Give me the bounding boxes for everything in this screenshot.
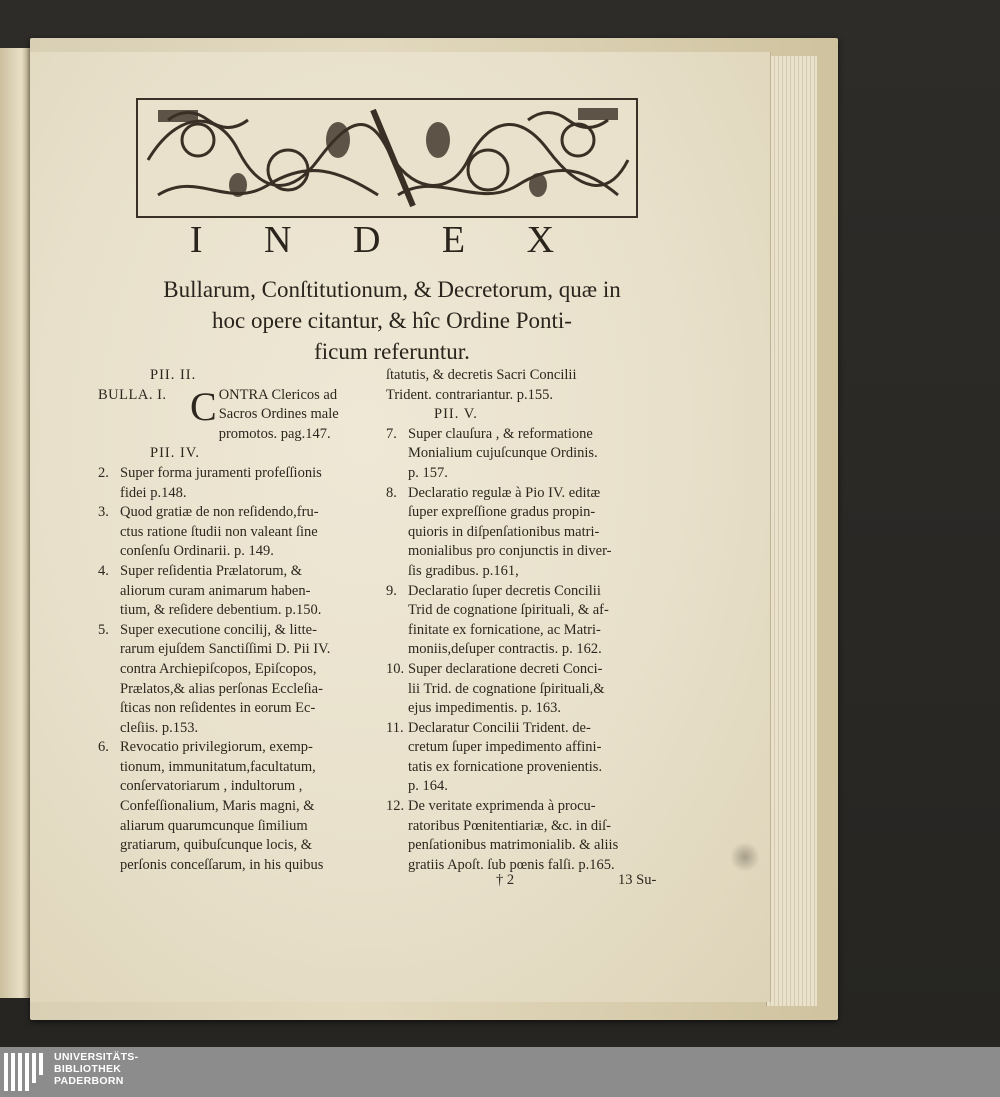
entry-text [408, 582, 669, 660]
subtitle-line: hoc opere citantur, & hîc Ordine Ponti- [212, 308, 572, 333]
bulla-text [219, 386, 376, 445]
entry-number: 3. [98, 504, 109, 521]
bulla-label: BULLA. I. [98, 386, 167, 403]
entry-line: gratiarum, quibuſcunque locis, & [120, 837, 313, 854]
library-line: PADERBORN [54, 1075, 124, 1087]
entry-line: penſationibus matrimonialib. & aliis [408, 837, 619, 854]
entry-line: Revocatio privilegiorum, exemp- [120, 739, 313, 756]
entry-text [120, 738, 376, 875]
entry-line: ratoribus Pœnitentiariæ, &c. in diſ- [408, 817, 611, 834]
index-entry [98, 464, 376, 503]
index-entry [98, 503, 376, 562]
entry-line: Quod gratiæ de non reſidendo,fru- [120, 504, 319, 521]
entry-line: cretum ſuper impedimento affini- [408, 739, 602, 756]
entry-line: conſenſu Ordinarii. p. 149. [120, 543, 274, 560]
entry-number: 7. [386, 425, 397, 442]
entry-line: rarum ejuſdem Sanctiſſimi D. Pii IV. [120, 641, 331, 658]
library-name [54, 1051, 138, 1087]
bulla-line: promotos. pag.147. [218, 425, 331, 442]
right-entries [386, 425, 669, 876]
entry-line: ſis gradibus. p.161, [408, 562, 519, 579]
entry-line: Super executione concilij, & litte- [120, 621, 317, 638]
entry-line: p. 157. [408, 464, 448, 481]
subtitle-line: ficum referuntur. [314, 339, 470, 364]
continuation-line: ſtatutis, & decretis Sacri Concilii [386, 367, 577, 383]
entry-text [408, 484, 669, 582]
entry-line: De veritate exprimenda à procu- [408, 798, 596, 815]
index-entry [386, 660, 669, 719]
entry-line: Declaratio regulæ à Pio IV. editæ [408, 484, 601, 501]
book-page [30, 52, 771, 1002]
entry-line: p. 164. [408, 778, 448, 795]
entry-text [120, 464, 376, 503]
entry-text [408, 660, 669, 719]
signature-mark: † 2 [496, 872, 515, 888]
index-entry [386, 719, 669, 797]
entry-line: conſervatoriarum , indultorum , [120, 778, 303, 795]
pope-heading: PII. II. [150, 367, 197, 383]
drop-capital: C [190, 383, 217, 429]
entry-line: Super reſidentia Prælatorum, & [120, 562, 303, 579]
page-stack [766, 56, 817, 1006]
entry-number: 8. [386, 484, 397, 501]
left-entries [98, 464, 376, 875]
index-entry [386, 797, 669, 875]
entry-line: Declaratio ſuper decretis Concilii [408, 582, 601, 599]
entry-line: ejus impedimentis. p. 163. [408, 700, 562, 717]
facing-page-edge [0, 48, 31, 998]
entry-line: Trid de cognatione ſpirituali, & af- [408, 602, 609, 619]
entry-line: ctus ratione ſtudii non valeant ſine [120, 523, 318, 540]
entry-line: Prælatos,& alias perſonas Eccleſia- [120, 680, 323, 697]
entry-text [408, 425, 669, 484]
continuation-line: Trident. contrariantur. p.155. [386, 386, 553, 403]
index-entry [98, 562, 376, 621]
entry-line: quioris in diſpenſationibus matri- [408, 523, 600, 540]
entry-number: 4. [98, 562, 109, 579]
catchword: 13 Su- [618, 872, 657, 888]
entry-text [408, 719, 669, 797]
entry-text [120, 562, 376, 621]
entry-number: 5. [98, 621, 109, 638]
index-entry [386, 425, 669, 484]
entry-text [120, 621, 376, 739]
entry-number: 6. [98, 739, 109, 756]
entry-number: 9. [386, 582, 397, 599]
left-column [98, 366, 376, 875]
pope-heading: PII. IV. [150, 445, 201, 462]
library-line: UNIVERSITÄTS- [54, 1051, 139, 1063]
entry-line: Confeſſionalium, Maris magni, & [120, 798, 315, 815]
entry-line: gratiis Apoſt. ſub pœnis falſi. p.165. [408, 856, 615, 873]
entry-line: Super declaratione decreti Conci- [408, 660, 603, 677]
right-column [386, 366, 669, 875]
entry-line: ſticas non reſidentes in eorum Ec- [120, 700, 316, 717]
entry-line: Declaratur Concilii Trident. de- [408, 719, 591, 736]
bulla-entry [98, 383, 376, 445]
entry-number: 10. [386, 660, 405, 677]
entry-line: perſonis conceſſarum, in his quibus [120, 856, 324, 873]
entry-number: 11. [386, 719, 404, 736]
entry-line: aliorum curam animarum haben- [120, 582, 311, 599]
ornamental-headpiece [136, 98, 638, 218]
floral-ornament-icon [138, 100, 636, 216]
entry-line: cleſiis. p.153. [120, 719, 199, 736]
index-entry [98, 738, 376, 875]
entry-line: tatis ex fornicatione provenientis. [408, 758, 603, 775]
entry-line: aliarum quarumcunque ſimilium [120, 817, 308, 834]
entry-line: monialibus pro conjunctis in diver- [408, 543, 612, 560]
entry-line: fidei p.148. [120, 484, 187, 501]
entry-line: contra Archiepiſcopos, Epiſcopos, [120, 660, 317, 677]
entry-line: finitate ex fornicatione, ac Matri- [408, 621, 601, 638]
entry-line: tium, & reſidere debentium. p.150. [120, 602, 322, 619]
library-line: BIBLIOTHEK [54, 1063, 122, 1075]
index-entry [98, 621, 376, 739]
entry-line: lii Trid. de cognatione ſpirituali,& [408, 680, 605, 697]
entry-line: Super clauſura , & reformatione [408, 425, 593, 442]
entry-number: 2. [98, 464, 109, 481]
bulla-line: Sacros Ordines male [218, 406, 339, 423]
library-logo-icon [4, 1053, 46, 1091]
index-entry [386, 484, 669, 582]
entry-line: tionum, immunitatum,facultatum, [120, 758, 316, 775]
subtitle-line: Bullarum, Conſtitutionum, & Decretorum, quæ in [163, 277, 621, 302]
entry-line: ſuper expreſſione gradus propin- [408, 504, 596, 521]
index-subtitle [92, 274, 692, 367]
library-footer [0, 1047, 1000, 1097]
index-title: I N D E X [189, 219, 581, 261]
entry-text [120, 503, 376, 562]
entry-line: Super forma juramenti profeſſionis [120, 464, 322, 481]
entry-line: Monialium cujuſcunque Ordinis. [408, 445, 598, 462]
paper-stain [730, 842, 760, 872]
entry-line: moniis,deſuper contractis. p. 162. [408, 641, 602, 658]
entry-number: 12. [386, 798, 405, 815]
pope-heading: PII. V. [434, 406, 478, 423]
entry-text [408, 797, 669, 875]
bulla-line: ONTRA Clericos ad [218, 386, 338, 403]
index-entry [386, 582, 669, 660]
